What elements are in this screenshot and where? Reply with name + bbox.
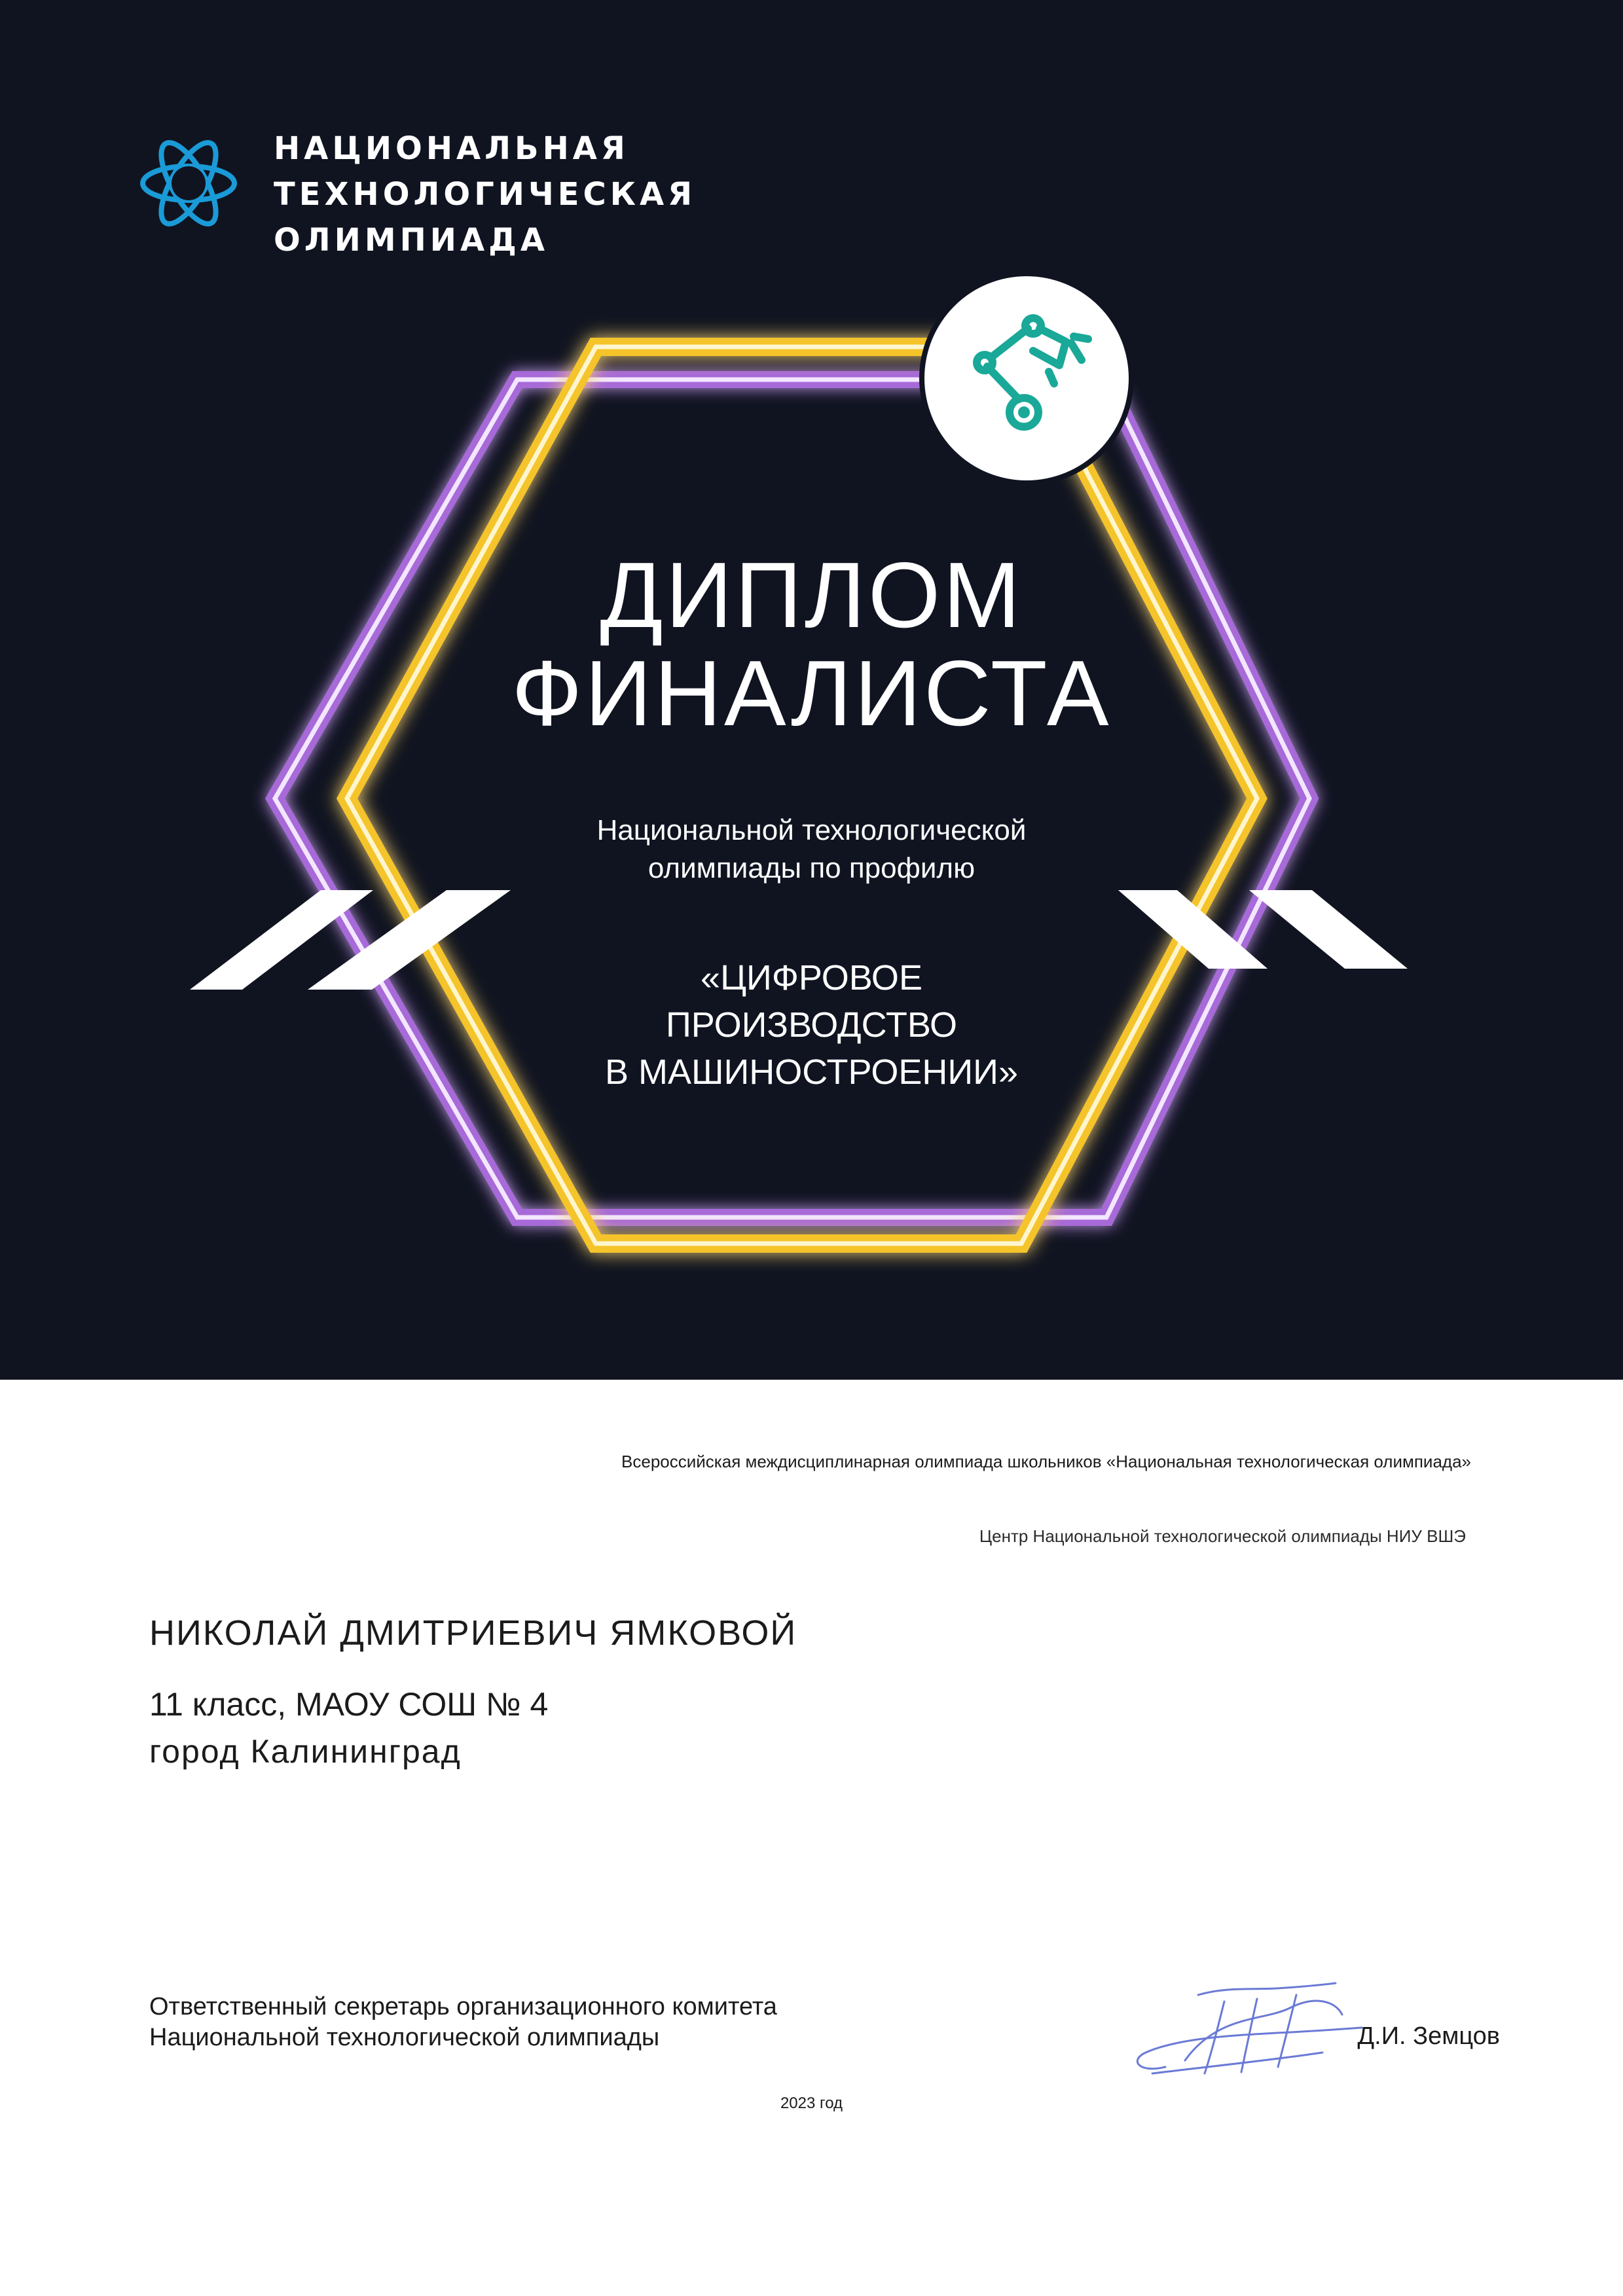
diploma-title-line-2: ФИНАЛИСТА bbox=[511, 641, 1112, 745]
profile-name-line-2: ПРОИЗВОДСТВО bbox=[665, 1005, 958, 1045]
robot-arm-icon bbox=[951, 302, 1103, 454]
recipient-city: город Калининград bbox=[149, 1733, 462, 1770]
organizer-center-name: Центр Национальной технологической олимпиады НИУ ВШЭ bbox=[979, 1526, 1466, 1546]
profile-name-line-1: «ЦИФРОВОЕ bbox=[701, 958, 922, 997]
handwritten-signature bbox=[1126, 1975, 1375, 2080]
signer-position-line-1: Ответственный секретарь организационного комитета bbox=[149, 1993, 777, 2020]
diploma-subtitle-line-1: Национальной технологической bbox=[596, 814, 1027, 846]
profile-name-line-3: В МАШИНОСТРОЕНИИ» bbox=[604, 1052, 1019, 1092]
diploma-title-line-1: ДИПЛОМ bbox=[600, 543, 1023, 647]
logo-line-3: ОЛИМПИАДА bbox=[274, 222, 549, 259]
recipient-class-school: 11 класс, МАОУ СОШ № 4 bbox=[149, 1686, 549, 1723]
signer-name: Д.И. Земцов bbox=[1357, 2022, 1500, 2050]
signer-position-line-2: Национальной технологической олимпиады bbox=[149, 2024, 660, 2051]
issue-year: 2023 год bbox=[780, 2094, 843, 2112]
recipient-name: НИКОЛАЙ ДМИТРИЕВИЧ ЯМКОВОЙ bbox=[149, 1613, 797, 1653]
profile-badge bbox=[924, 276, 1129, 480]
logo-line-1: НАЦИОНАЛЬНАЯ bbox=[274, 130, 629, 167]
logo-line-2: ТЕХНОЛОГИЧЕСКАЯ bbox=[274, 176, 697, 213]
diploma-subtitle-line-2: олимпиады по профилю bbox=[647, 852, 976, 884]
olympiad-full-name: Всероссийская междисциплинарная олимпиада школьников «Национальная технологическая олимпиада» bbox=[621, 1452, 1471, 1471]
yellow-hexagon bbox=[347, 347, 1257, 1244]
